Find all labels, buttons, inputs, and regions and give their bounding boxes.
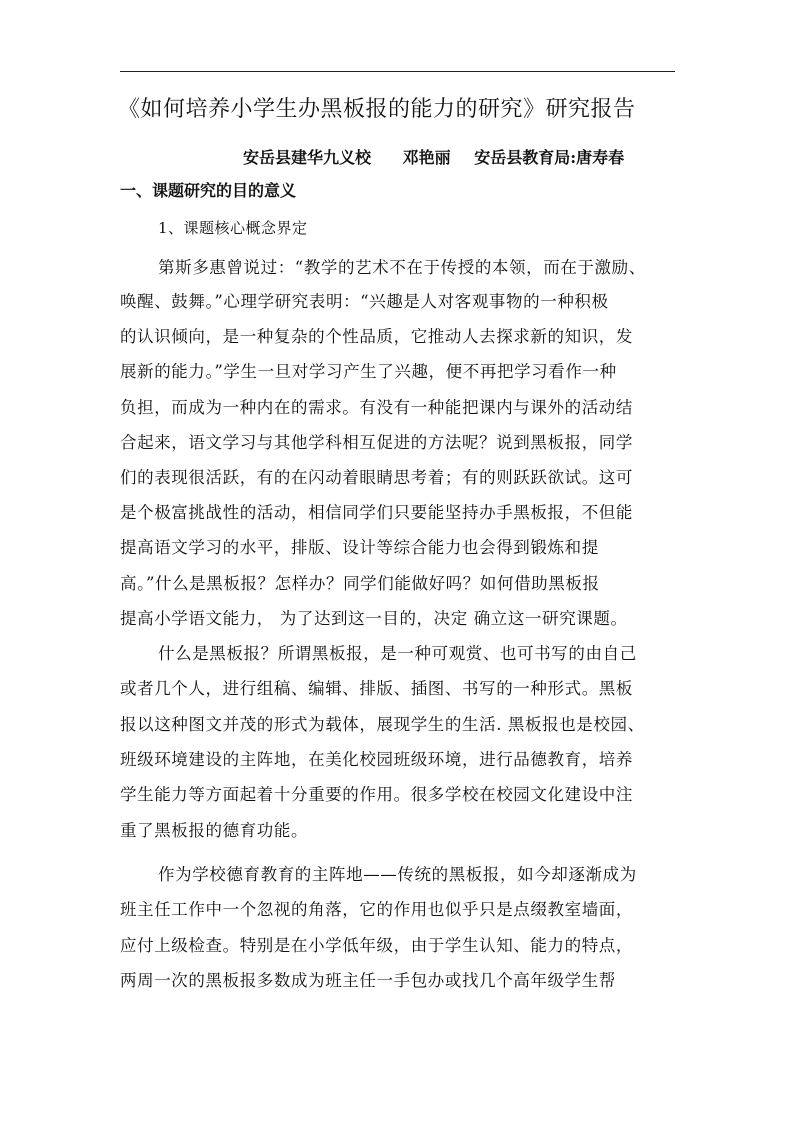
body-line: 作为学校德育教育的主阵地——传统的黑板报，如今却逐渐成为 [158,865,637,884]
author-org-and-name: 安岳县教育局:唐寿春 [474,148,625,167]
body-line: 或者几个人，进行组稿、编辑、排版、插图、书写的一种形式。黑板 [120,679,633,698]
body-line: 班级环境建设的主阵地，在美化校园班级环境，进行品德教育，培养 [120,750,633,769]
body-line: 什么是黑板报？所谓黑板报，是一种可观赏、也可书写的由自己 [158,644,637,663]
body-line: 班主任工作中一个忽视的角落，它的作用也似乎只是点缀教室墙面， [120,900,633,919]
body-line: 第斯多惠曾说过：“教学的艺术不在于传授的本领，而在于激励、 [158,258,646,277]
body-line: 负担，而成为一种内在的需求。有没有一种能把课内与课外的活动结 [120,398,633,417]
subsection-heading: 1、课题核心概念界定 [158,219,308,237]
author-school: 安岳县建华九义校 [243,148,372,167]
body-line: 重了黑板报的德育功能。 [120,821,309,840]
body-line: 两周一次的黑板报多数成为班主任一手包办或找几个高年级学生帮 [120,971,616,990]
section-heading: 一、课题研究的目的意义 [120,181,297,200]
body-line: 提高小学语文能力， 为了达到这一目的，决定 确立这一研究课题。 [120,609,628,628]
body-line: 合起来，语文学习与其他学科相互促进的方法呢？说到黑板报，同学 [120,433,633,452]
body-line: 提高语文学习的水平，排版、设计等综合能力也会得到锻炼和提 [120,538,599,557]
body-line: 是个极富挑战性的活动，相信同学们只要能坚持办手黑板报，不但能 [120,503,633,522]
body-line: 唤醒、鼓舞。”心理学研究表明：“兴趣是人对客观事物的一种积极 [120,292,609,311]
author-line [243,145,624,171]
body-line: 展新的能力。”学生一旦对学习产生了兴趣，便不再把学习看作一种 [120,362,617,381]
author-name: 邓艳丽 [402,148,451,167]
document-title: 《如何培养小学生办黑板报的能力的研究》研究报告 [118,97,636,122]
header-rule [120,71,675,72]
body-line: 应付上级检查。特别是在小学低年级，由于学生认知、能力的特点， [120,936,633,955]
body-line: 报以这种图文并茂的形式为载体，展现学生的生活. 黑板报也是校园、 [120,715,645,734]
body-line: 学生能力等方面起着十分重要的作用。很多学校在校园文化建设中注 [120,785,633,804]
body-line: 的认识倾向，是一种复杂的个性品质，它推动人去探求新的知识，发 [120,327,633,346]
body-line: 们的表现很活跃，有的在闪动着眼睛思考着；有的则跃跃欲试。这可 [120,468,633,487]
body-line: 高。”什么是黑板报？怎样办？同学们能做好吗？如何借助黑板报 [120,574,600,593]
